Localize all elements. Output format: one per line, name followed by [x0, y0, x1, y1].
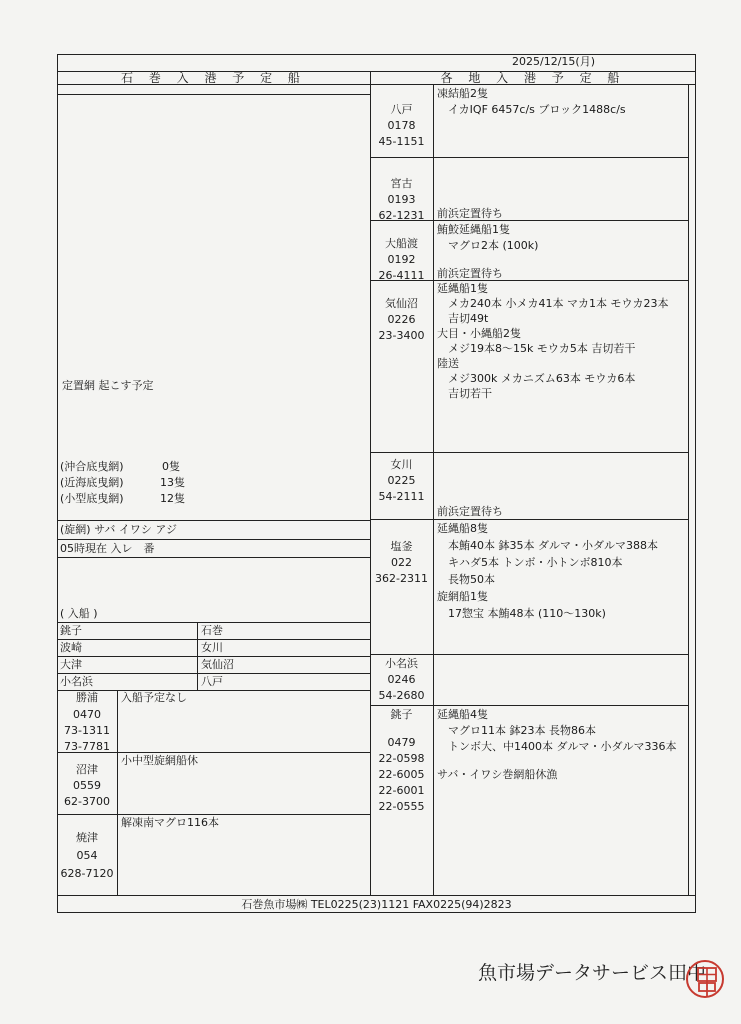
divider	[370, 654, 688, 655]
report-date: 2025/12/15(月)	[512, 55, 595, 68]
port-phone: 628-7120	[60, 867, 114, 880]
port-note: 解凍南マグロ116本	[121, 816, 219, 829]
port-phone: 0479	[387, 736, 416, 749]
signature: 魚市場データサービス田中	[478, 962, 707, 984]
arrival-port: 大津	[60, 658, 82, 671]
port-phone: 73-1311	[64, 724, 110, 737]
port-phone: 26-4111	[378, 269, 425, 282]
port-detail-line: 本鮪40本 鉢35本 ダルマ・小ダルマ388本	[437, 539, 658, 552]
port-detail-line: 吉切若干	[437, 387, 492, 400]
port-detail-line: 大目・小縄船2隻	[437, 327, 521, 340]
arrival-port: 石巻	[201, 624, 223, 637]
arrival-port: 八戸	[201, 675, 223, 688]
port-name: 焼津	[76, 831, 98, 844]
divider	[57, 94, 370, 95]
divider	[370, 519, 688, 520]
port-name: 銚子	[390, 708, 413, 721]
divider	[370, 705, 688, 706]
port-detail-line: 凍結船2隻	[437, 87, 488, 100]
port-name: 勝浦	[76, 691, 98, 704]
port-name: 塩釜	[390, 540, 413, 553]
port-detail-line: 延縄船4隻	[437, 708, 488, 721]
ishinomaki-header: 石 巻 入 港 予 定 船	[121, 71, 306, 85]
arrivals-header: ( 入船 )	[60, 607, 98, 620]
port-name: 八戸	[390, 103, 413, 116]
port-phone: 22-6005	[378, 768, 425, 781]
arrival-port: 銚子	[60, 624, 82, 637]
set-net-notice: 定置網 起こす予定	[62, 379, 154, 392]
port-phone: 0559	[73, 779, 101, 792]
port-detail-line: トンボ大、中1400本 ダルマ・小ダルマ336本	[437, 740, 677, 753]
port-phone: 0226	[387, 313, 416, 326]
port-detail-line: メジ19本8～15k モウカ5本 吉切若干	[437, 342, 636, 355]
port-detail-line: 長物50本	[437, 573, 495, 586]
port-phone: 62-1231	[378, 209, 425, 222]
port-detail-line: サバ・イワシ巻網船休漁	[437, 768, 558, 781]
seal-stamp	[686, 960, 724, 998]
divider	[197, 622, 198, 690]
trawl-value: 12隻	[160, 492, 185, 505]
divider	[57, 520, 370, 521]
port-phone: 022	[391, 556, 412, 569]
current-status-line: 05時現在 入レ 番	[60, 542, 155, 555]
port-phone: 62-3700	[64, 795, 110, 808]
port-phone: 0246	[387, 673, 416, 686]
port-detail-line: 吉切49t	[437, 312, 489, 325]
trawl-label: (小型底曳網)	[60, 492, 124, 505]
port-phone: 45-1151	[378, 135, 425, 148]
port-detail-line: 17惣宝 本鮪48本 (110～130k)	[437, 607, 606, 620]
port-phone: 22-6001	[378, 784, 425, 797]
port-detail-line: 前浜定置待ち	[437, 267, 503, 280]
divider	[370, 157, 688, 158]
port-phone: 054	[76, 849, 98, 862]
port-detail-line: 延縄船8隻	[437, 522, 488, 535]
port-phone: 54-2111	[378, 490, 425, 503]
divider	[433, 84, 434, 895]
port-name: 女川	[390, 458, 413, 471]
arrival-port: 波崎	[60, 641, 82, 654]
arrival-port: 気仙沼	[201, 658, 234, 671]
port-phone: 22-0555	[378, 800, 425, 813]
port-name: 沼津	[76, 763, 98, 776]
port-detail-line: 前浜定置待ち	[437, 505, 503, 518]
port-detail-line: メカ240本 小メカ41本 マカ1本 モウカ23本	[437, 297, 669, 310]
port-phone: 0470	[73, 708, 101, 721]
port-phone: 0225	[387, 474, 416, 487]
port-name: 小名浜	[385, 657, 418, 670]
port-phone: 22-0598	[378, 752, 425, 765]
trawl-label: (沖合底曳網)	[60, 460, 124, 473]
port-note: 入船予定なし	[121, 691, 187, 704]
port-detail-line: イカIQF 6457c/s ブロック1488c/s	[437, 103, 626, 116]
port-phone: 0192	[387, 253, 416, 266]
port-detail-line: 陸送	[437, 357, 459, 370]
divider	[57, 539, 370, 540]
trawl-value: 0隻	[162, 460, 180, 473]
port-phone: 0178	[387, 119, 416, 132]
port-detail-line: メジ300k メカニズム63本 モウカ6本	[437, 372, 636, 385]
divider	[57, 557, 370, 558]
port-note: 小中型旋網船休	[121, 754, 198, 767]
regional-header: 各 地 入 港 予 定 船	[440, 71, 626, 85]
port-phone: 0193	[387, 193, 416, 206]
port-phone: 362-2311	[375, 572, 428, 585]
port-phone: 54-2680	[378, 689, 425, 702]
arrival-port: 小名浜	[60, 675, 93, 688]
purse-seine-line: (旋網) サバ イワシ アジ	[60, 523, 177, 536]
trawl-value: 13隻	[160, 476, 185, 489]
divider	[688, 84, 689, 895]
seal-stamp-graphic	[688, 962, 726, 1000]
port-phone: 23-3400	[378, 329, 425, 342]
port-phone: 73-7781	[64, 740, 110, 753]
port-detail-line: 前浜定置待ち	[437, 207, 503, 220]
market-contact-footer: 石巻魚市場㈱ TEL0225(23)1121 FAX0225(94)2823	[241, 898, 512, 911]
trawl-label: (近海底曳網)	[60, 476, 124, 489]
divider	[57, 895, 696, 896]
port-name: 気仙沼	[385, 297, 418, 310]
port-detail-line: 旋網船1隻	[437, 590, 488, 603]
port-detail-line: マグロ11本 鉢23本 長物86本	[437, 724, 596, 737]
divider	[117, 690, 118, 895]
port-detail-line: 延縄船1隻	[437, 282, 488, 295]
port-name: 宮古	[390, 177, 413, 190]
port-detail-line: マグロ2本 (100k)	[437, 239, 539, 252]
port-name: 大船渡	[385, 237, 418, 250]
arrival-port: 女川	[201, 641, 223, 654]
port-detail-line: 鮪鮫延縄船1隻	[437, 223, 510, 236]
divider	[370, 452, 688, 453]
port-detail-line: キハダ5本 トンボ・小トンボ810本	[437, 556, 623, 569]
